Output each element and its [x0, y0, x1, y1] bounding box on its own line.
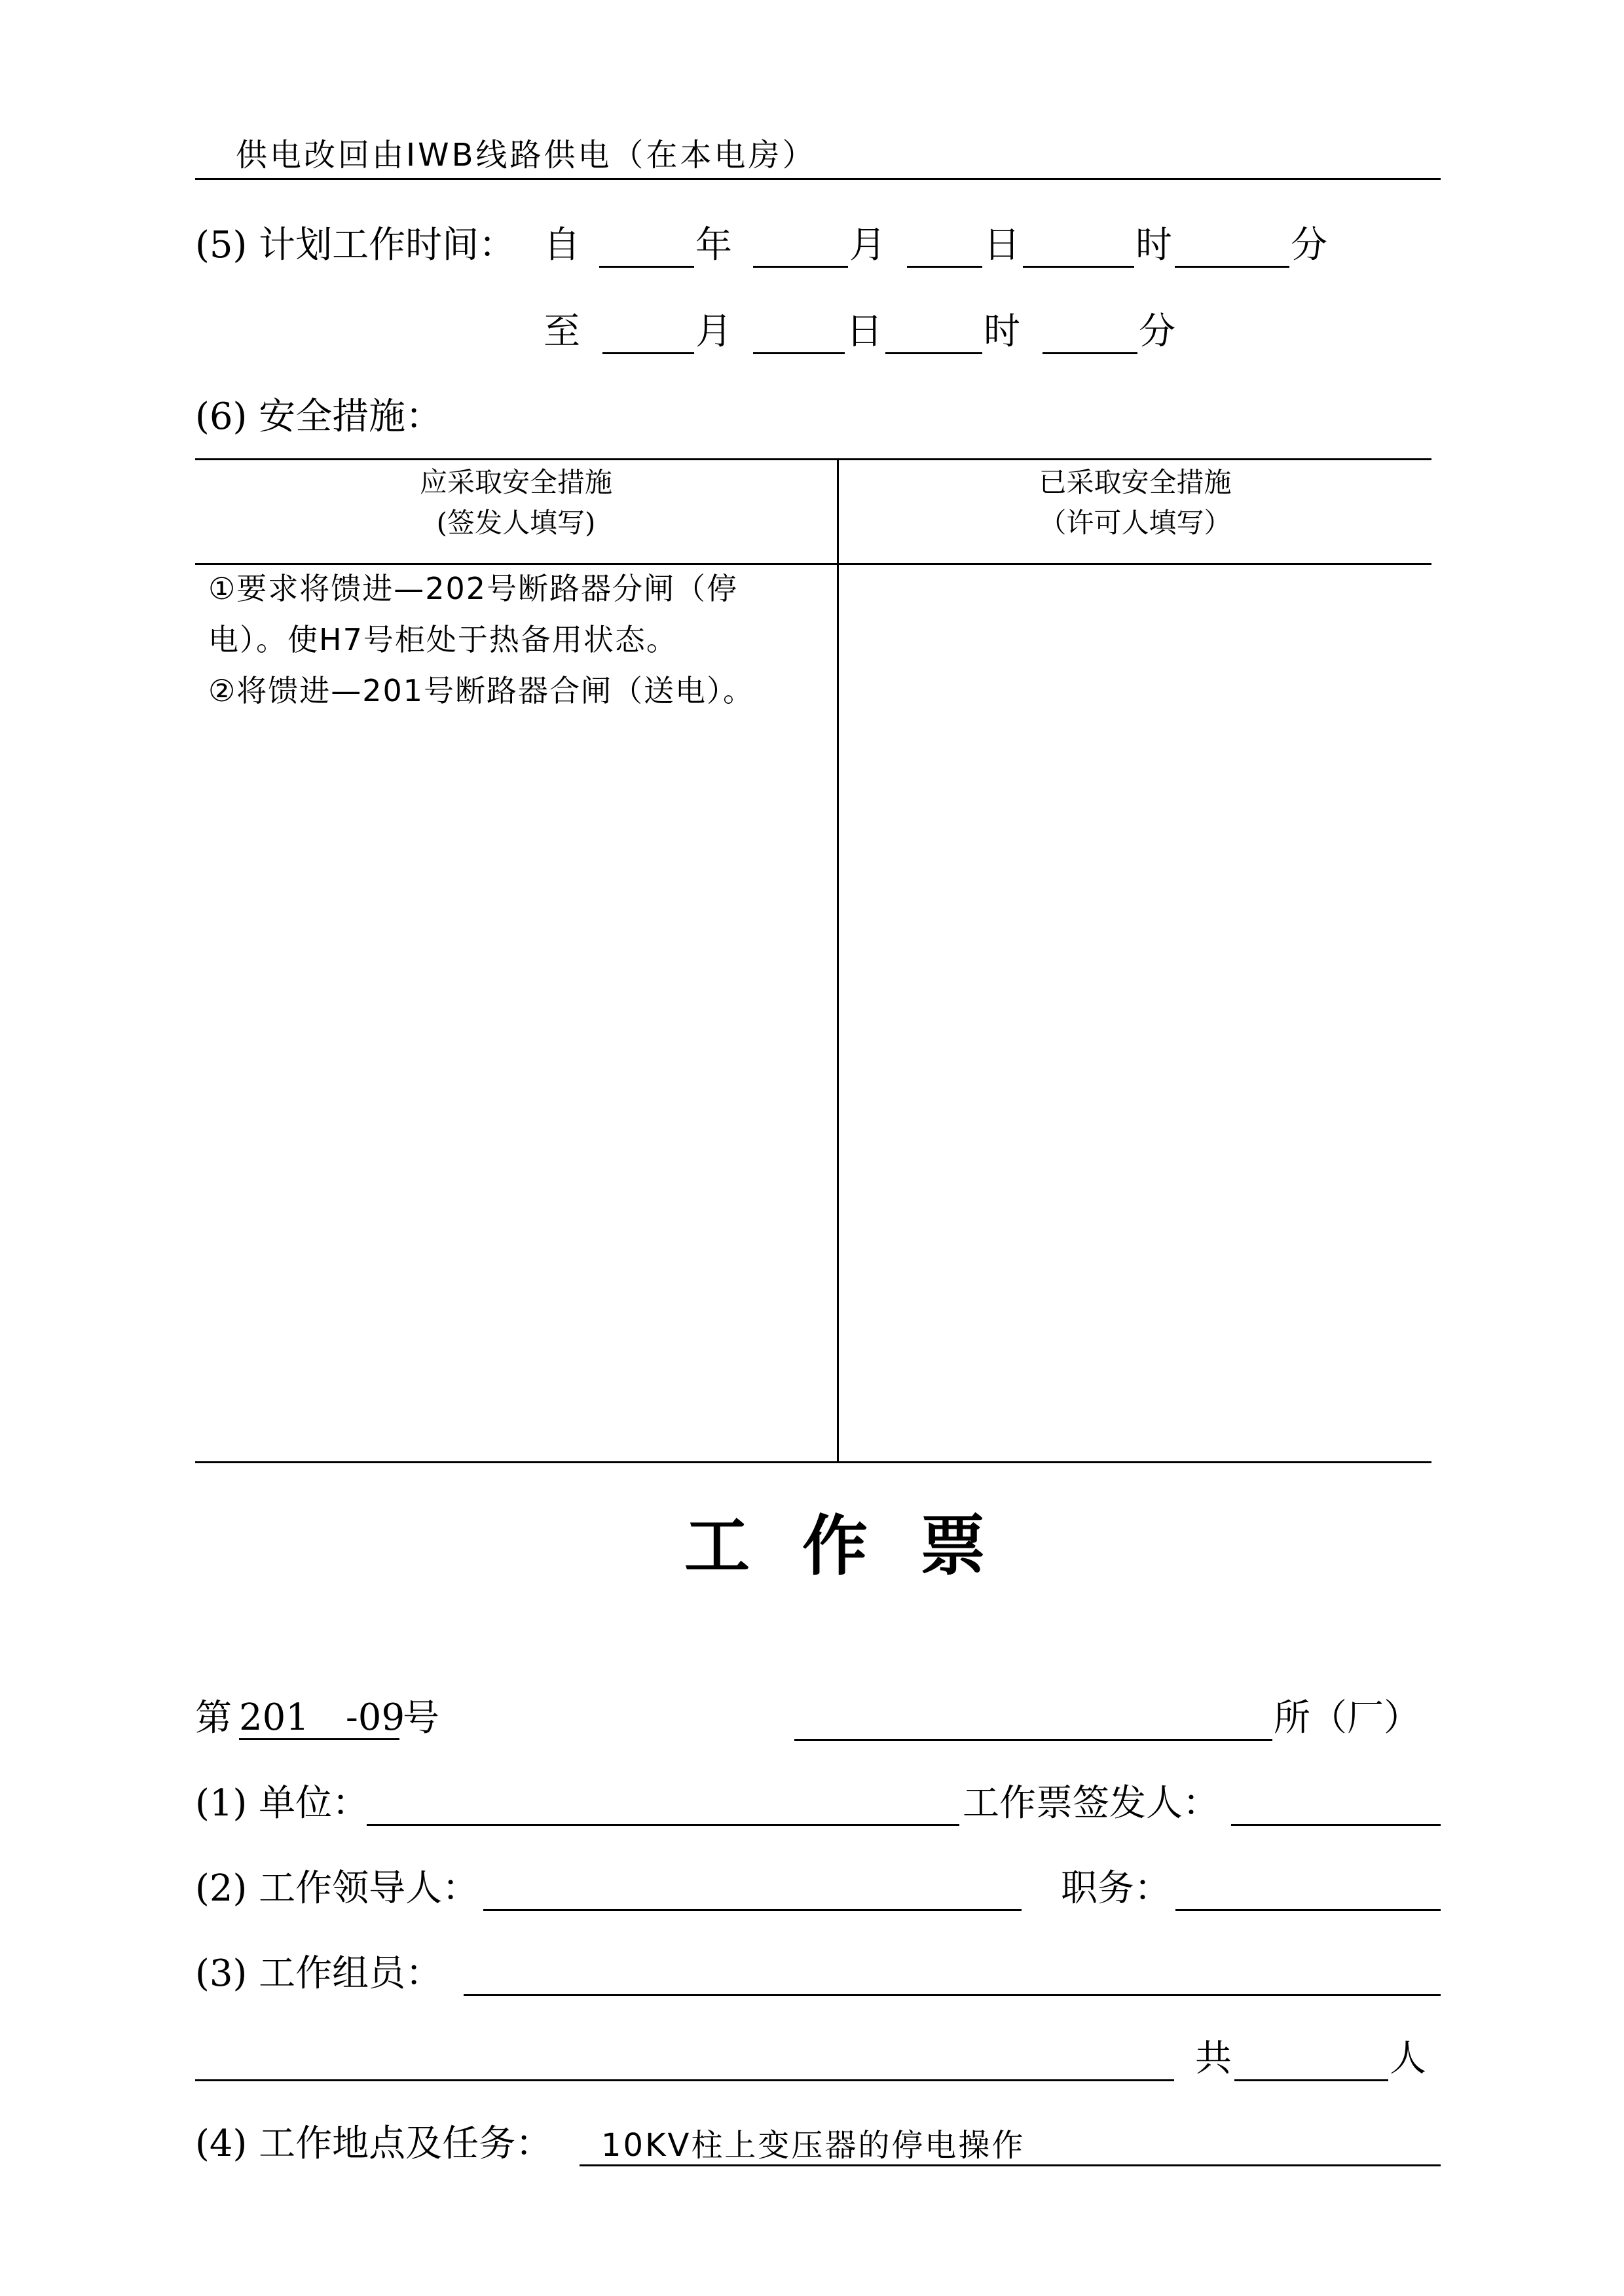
col1-title: 应采取安全措施 — [419, 466, 612, 498]
position-label: 职务： — [1061, 1867, 1171, 1910]
members-blank-2[interactable] — [195, 2079, 1174, 2081]
station-suffix: 所（厂） — [1274, 1697, 1420, 1740]
leader-label: (2) 工作领导人： — [195, 1867, 479, 1910]
table-bottom-border — [195, 1461, 1431, 1463]
header-underline — [195, 178, 1441, 180]
table-column-divider — [837, 458, 839, 1462]
ticket-no-prefix: 第 — [195, 1697, 232, 1740]
members-label: (3) 工作组员： — [195, 1952, 443, 1995]
day-label: 日 — [984, 224, 1020, 266]
location-label: (4) 工作地点及任务： — [195, 2123, 553, 2165]
minute-blank[interactable] — [1175, 266, 1289, 268]
unit-label: (1) 单位： — [195, 1782, 369, 1825]
col1-header — [195, 462, 837, 543]
hour-blank[interactable] — [1023, 266, 1134, 268]
col1-subtitle: (签发人填写) — [436, 507, 596, 539]
ticket-title: 工作票 — [684, 1508, 1038, 1584]
month2-blank[interactable] — [602, 352, 694, 354]
measure-line: 电）。使H7号柜处于热备用状态。 — [208, 622, 678, 657]
to-label: 至 — [544, 310, 580, 353]
total-prefix: 共 — [1195, 2037, 1232, 2080]
safety-label: (6) 安全措施： — [195, 395, 443, 438]
day2-blank[interactable] — [753, 352, 845, 354]
col2-subtitle: （许可人填写） — [1039, 507, 1232, 539]
location-underline — [580, 2164, 1441, 2166]
planned-time-label: (5) 计划工作时间： — [195, 224, 516, 266]
table-top-border — [195, 458, 1431, 460]
taken-measures-area[interactable] — [840, 566, 1430, 1460]
location-value[interactable]: 10KV柱上变压器的停电操作 — [601, 2127, 1025, 2164]
col2-header — [839, 462, 1431, 543]
month2-label: 月 — [695, 310, 732, 353]
measures-list — [208, 563, 830, 716]
station-blank[interactable] — [794, 1739, 1272, 1741]
month-blank[interactable] — [753, 266, 848, 268]
month-label: 月 — [849, 224, 886, 266]
year-label: 年 — [695, 224, 732, 266]
minute2-blank[interactable] — [1043, 352, 1137, 354]
year-blank[interactable] — [599, 266, 694, 268]
total-blank[interactable] — [1234, 2079, 1388, 2081]
issuer-blank[interactable] — [1231, 1824, 1441, 1826]
day-blank[interactable] — [907, 266, 982, 268]
from-label: 自 — [544, 224, 580, 266]
hour2-label: 时 — [984, 310, 1020, 353]
position-blank[interactable] — [1175, 1909, 1441, 1911]
header-text: 供电改回由ⅠWB线路供电（在本电房） — [236, 137, 817, 173]
minute2-label: 分 — [1139, 310, 1175, 353]
hour-label: 时 — [1135, 224, 1172, 266]
ticket-no-value[interactable]: 201 -09 — [239, 1696, 405, 1739]
measure-line: ②将馈进—201号断路器合闸（送电）。 — [208, 673, 755, 708]
leader-blank[interactable] — [483, 1909, 1022, 1911]
ticket-no-suffix: 号 — [403, 1697, 439, 1740]
minute-label: 分 — [1291, 224, 1327, 266]
issuer-label: 工作票签发人： — [963, 1782, 1219, 1825]
members-blank[interactable] — [464, 1994, 1441, 1996]
day2-label: 日 — [846, 310, 883, 353]
total-suffix: 人 — [1390, 2037, 1426, 2080]
measure-line: ①要求将馈进—202号断路器分闸（停 — [208, 571, 739, 606]
hour2-blank[interactable] — [885, 352, 982, 354]
col2-title: 已采取安全措施 — [1039, 466, 1232, 498]
unit-blank[interactable] — [367, 1824, 959, 1826]
